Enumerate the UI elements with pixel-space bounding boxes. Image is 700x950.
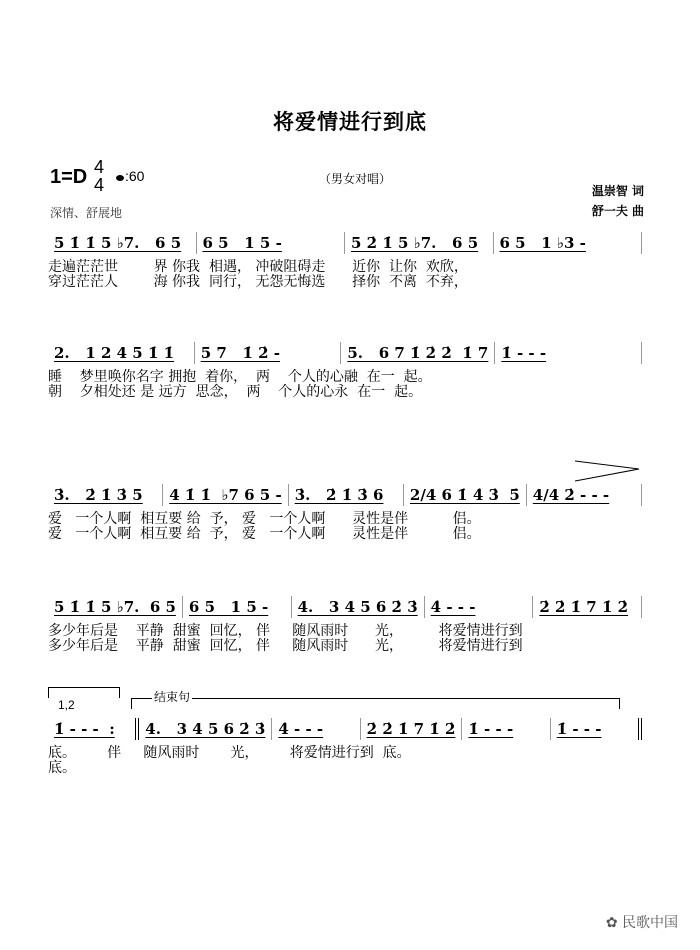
measure: 2̇ 2̇ 1̇ 7 1̇ 2̇ — [533, 596, 642, 618]
measure: 3̇. 2̇ 1̇ 3̇ 6 — [289, 484, 404, 506]
watermark — [606, 912, 678, 932]
wechat-icon: ✿ — [605, 915, 622, 931]
notes-row — [48, 482, 642, 506]
measure: 4. 3 4 5 6 2̇ 3̇ — [292, 596, 425, 618]
watermark-text: 民歌中国 — [622, 915, 678, 931]
lyric-line: 走遍茫茫世 界 你我 相遇， 冲破阻碍走 近你 让你 欢欣， — [48, 259, 468, 275]
staff-system — [48, 594, 642, 654]
decrescendo-mark — [575, 459, 641, 483]
measure: 6 5 1 ♭3 - — [494, 232, 643, 254]
notes-row — [48, 230, 642, 254]
measure: 1̇ - - - : — [48, 718, 139, 740]
lyric-line: 底。 伴 随风雨时 光， 将爱情进行到 底。 — [48, 745, 411, 761]
measure: 4̇ - - - — [272, 718, 360, 740]
measure: 2̇ 2̇ 1̇ 7 1̇ 2̇ — [361, 718, 463, 740]
measure: 4. 3 4 5 6 2̇ 3̇ — [139, 718, 272, 740]
notes-row — [48, 716, 642, 740]
mood-marking: 深情、舒展地 — [50, 206, 123, 220]
measure: 2/4 6 1̇ 4̇ 3̇ 5̇ — [404, 484, 527, 506]
staff-system — [48, 716, 642, 776]
lyric-line: 多少年后是 平静 甜蜜 回忆， 伴 随风雨时 光， 将爱情进行到 — [48, 623, 523, 639]
composer: 舒一夫 曲 — [591, 204, 644, 218]
staff-system — [48, 230, 642, 290]
performance-text: （男女对唱） — [318, 172, 391, 186]
key-signature: 1=D — [50, 166, 88, 188]
measure: 1̇ - - - — [495, 342, 642, 364]
lyric-line: 穿过茫茫人 海 你我 同行， 无怨无悔选 择你 不离 不弃， — [48, 274, 468, 290]
lyric-line: 底。 — [48, 760, 76, 776]
lyric-line: 睡 梦里唤你名字 拥抱 着你， 两 个人的心融 在一 起。 — [48, 369, 432, 385]
measure: 1̇ - - - — [462, 718, 550, 740]
lyricist: 温崇智 词 — [591, 184, 644, 198]
notes-row — [48, 594, 642, 618]
measure: 5. 6 7 1̇ 2̇ 2̇ 1̇ 7 — [341, 342, 495, 364]
lyric-line: 爱 一个人啊 相互要 给 予， 爱 一个人啊 灵性是伴 侣。 — [48, 526, 481, 542]
measure: 5 7 1̇ 2̇ - — [195, 342, 342, 364]
lyric-line: 多少年后是 平静 甜蜜 回忆， 伴 随风雨时 光， 将爱情进行到 — [48, 638, 523, 654]
measure: 5 1̇ 1̇ 5 ♭7. 6 5 — [48, 232, 197, 254]
measure: 4/4 2̇ - - - — [527, 484, 642, 506]
measure: 5 1̇ 1̇ 5 ♭7. 6 5 — [48, 596, 183, 618]
ending-bracket — [131, 698, 620, 709]
lyric-line: 爱 一个人啊 相互要 给 予， 爱 一个人啊 灵性是伴 侣。 — [48, 511, 481, 527]
measure: 3̇. 2̇ 1̇ 3̇ 5 — [48, 484, 163, 506]
measure: 2. 1 2 4 5 1̇ 1̇ — [48, 342, 195, 364]
tempo-value: :60 — [125, 168, 145, 184]
meter-top: 4 — [94, 157, 105, 177]
measure: 4 1̇ 1̇ ♭7 6 5 - — [163, 484, 288, 506]
measure: 6 5 1 5 - — [197, 232, 346, 254]
notes-row — [48, 340, 642, 364]
ending-label: 结束句 — [154, 690, 191, 704]
song-title: 将爱情进行到底 — [273, 109, 427, 134]
measure: 4̇ - - - — [425, 596, 534, 618]
volta-bracket — [48, 687, 120, 698]
staff-system — [48, 482, 642, 542]
volta-label: 1,2 — [58, 698, 75, 712]
meter-bottom: 4 — [94, 175, 105, 195]
measure: 5 2̇ 1̇ 5 ♭7. 6 5 — [345, 232, 494, 254]
measure: 6 5 1 5 - — [183, 596, 292, 618]
lyric-line: 朝 夕相处还 是 远方 思念， 两 个人的心永 在一 起。 — [48, 384, 423, 400]
measure: 1̇ - - - — [551, 718, 642, 740]
staff-system — [48, 340, 642, 400]
